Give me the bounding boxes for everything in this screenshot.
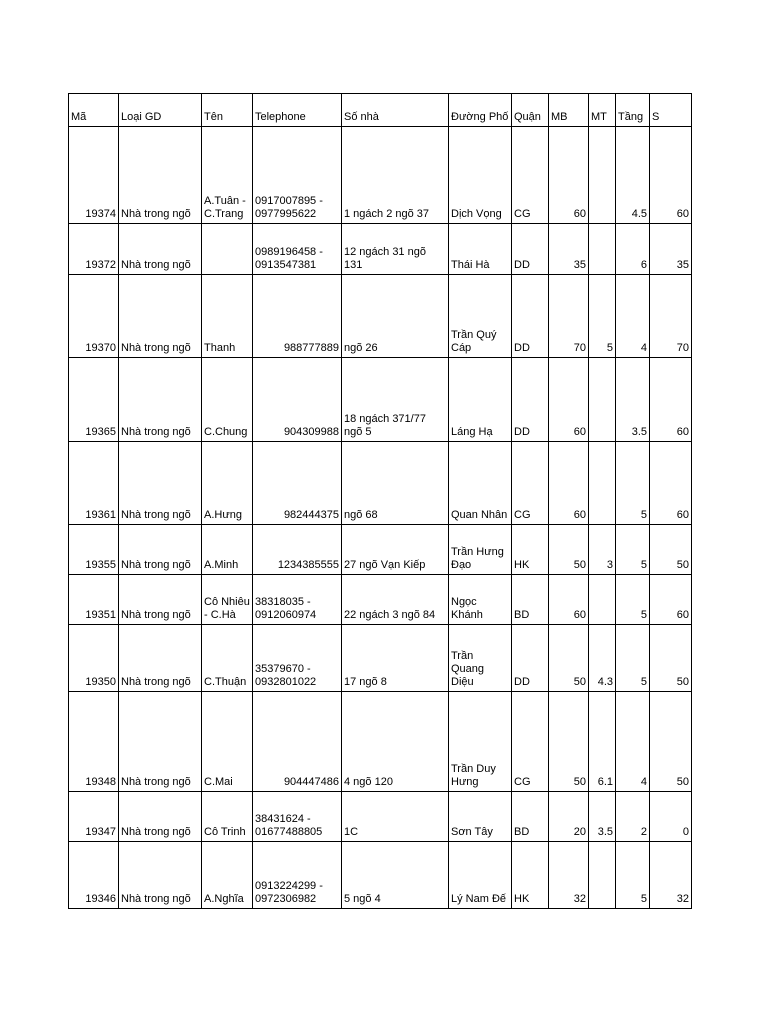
cell-so-nha: 12 ngách 31 ngõ 131	[342, 224, 449, 275]
cell-mt	[589, 224, 616, 275]
cell-duong-pho: Lý Nam Đế	[449, 842, 512, 909]
cell-mt	[589, 127, 616, 224]
cell-s: 50	[650, 525, 692, 575]
cell-quan: CG	[512, 692, 549, 792]
cell-tang: 6	[616, 224, 650, 275]
cell-so-nha: 27 ngõ Vạn Kiếp	[342, 525, 449, 575]
cell-mt: 5	[589, 275, 616, 358]
table-row	[69, 525, 692, 575]
table-row	[69, 792, 692, 842]
cell-mt	[589, 358, 616, 442]
cell-tang: 5	[616, 575, 650, 625]
cell-ma: 19355	[69, 525, 119, 575]
cell-ma: 19365	[69, 358, 119, 442]
cell-ma: 19372	[69, 224, 119, 275]
property-listing-table	[68, 93, 692, 909]
cell-so-nha: ngõ 26	[342, 275, 449, 358]
cell-duong-pho: Thái Hà	[449, 224, 512, 275]
cell-quan: CG	[512, 442, 549, 525]
cell-s: 32	[650, 842, 692, 909]
header-mb: MB	[549, 94, 589, 127]
cell-so-nha: ngõ 68	[342, 442, 449, 525]
header-so-nha: Số nhà	[342, 94, 449, 127]
cell-loai-gd: Nhà trong ngõ	[119, 525, 202, 575]
cell-telephone: 904309988	[253, 358, 342, 442]
cell-so-nha: 17 ngõ 8	[342, 625, 449, 692]
cell-mb: 60	[549, 127, 589, 224]
cell-mb: 35	[549, 224, 589, 275]
cell-duong-pho: Ngọc Khánh	[449, 575, 512, 625]
cell-tang: 5	[616, 442, 650, 525]
table-row	[69, 275, 692, 358]
cell-quan: HK	[512, 842, 549, 909]
cell-tang: 4	[616, 692, 650, 792]
cell-quan: DD	[512, 224, 549, 275]
cell-tang: 5	[616, 525, 650, 575]
cell-ma: 19346	[69, 842, 119, 909]
cell-loai-gd: Nhà trong ngõ	[119, 792, 202, 842]
cell-ten: Cô Nhiêu - C.Hà	[202, 575, 253, 625]
cell-mt: 3	[589, 525, 616, 575]
cell-mb: 50	[549, 625, 589, 692]
cell-ma: 19370	[69, 275, 119, 358]
cell-duong-pho: Trần Hưng Đạo	[449, 525, 512, 575]
cell-loai-gd: Nhà trong ngõ	[119, 692, 202, 792]
cell-duong-pho: Láng Hạ	[449, 358, 512, 442]
cell-ten	[202, 224, 253, 275]
cell-mt	[589, 842, 616, 909]
cell-ma: 19348	[69, 692, 119, 792]
cell-ten: C.Chung	[202, 358, 253, 442]
cell-tang: 3.5	[616, 358, 650, 442]
cell-mt: 6.1	[589, 692, 616, 792]
table-row	[69, 842, 692, 909]
cell-telephone: 0989196458 - 0913547381	[253, 224, 342, 275]
cell-mb: 50	[549, 525, 589, 575]
cell-ten: C.Thuận	[202, 625, 253, 692]
cell-duong-pho: Dịch Vọng	[449, 127, 512, 224]
table-row	[69, 224, 692, 275]
cell-mb: 70	[549, 275, 589, 358]
header-duong-pho: Đường Phố	[449, 94, 512, 127]
cell-s: 60	[650, 358, 692, 442]
cell-s: 70	[650, 275, 692, 358]
header-mt: MT	[589, 94, 616, 127]
cell-s: 0	[650, 792, 692, 842]
cell-ten: A.Tuân - C.Trang	[202, 127, 253, 224]
cell-loai-gd: Nhà trong ngõ	[119, 358, 202, 442]
cell-s: 35	[650, 224, 692, 275]
header-row	[69, 94, 692, 127]
cell-ma: 19347	[69, 792, 119, 842]
cell-tang: 5	[616, 842, 650, 909]
cell-ten: A.Minh	[202, 525, 253, 575]
cell-telephone: 904447486	[253, 692, 342, 792]
cell-mb: 60	[549, 442, 589, 525]
table-row	[69, 625, 692, 692]
cell-so-nha: 1C	[342, 792, 449, 842]
header-ma: Mã	[69, 94, 119, 127]
cell-telephone: 0913224299 - 0972306982	[253, 842, 342, 909]
header-ten: Tên	[202, 94, 253, 127]
header-telephone: Telephone	[253, 94, 342, 127]
cell-telephone: 982444375	[253, 442, 342, 525]
cell-quan: BD	[512, 792, 549, 842]
table-row	[69, 692, 692, 792]
cell-loai-gd: Nhà trong ngõ	[119, 842, 202, 909]
cell-ten: A.Hưng	[202, 442, 253, 525]
cell-so-nha: 18 ngách 371/77 ngõ 5	[342, 358, 449, 442]
table-row	[69, 575, 692, 625]
cell-telephone: 38318035 - 0912060974	[253, 575, 342, 625]
cell-loai-gd: Nhà trong ngõ	[119, 575, 202, 625]
cell-duong-pho: Trần Duy Hưng	[449, 692, 512, 792]
cell-tang: 4	[616, 275, 650, 358]
cell-duong-pho: Trần Quý Cáp	[449, 275, 512, 358]
cell-mb: 60	[549, 358, 589, 442]
cell-ten: A.Nghĩa	[202, 842, 253, 909]
table-row	[69, 358, 692, 442]
cell-s: 60	[650, 127, 692, 224]
cell-s: 50	[650, 692, 692, 792]
cell-loai-gd: Nhà trong ngõ	[119, 275, 202, 358]
cell-ten: Cô Trinh	[202, 792, 253, 842]
cell-s: 60	[650, 575, 692, 625]
cell-tang: 2	[616, 792, 650, 842]
cell-telephone: 38431624 - 01677488805	[253, 792, 342, 842]
header-s: S	[650, 94, 692, 127]
cell-s: 50	[650, 625, 692, 692]
cell-ma: 19351	[69, 575, 119, 625]
cell-mb: 60	[549, 575, 589, 625]
cell-telephone: 35379670 - 0932801022	[253, 625, 342, 692]
cell-quan: DD	[512, 358, 549, 442]
cell-quan: DD	[512, 275, 549, 358]
cell-telephone: 0917007895 - 0977995622	[253, 127, 342, 224]
cell-loai-gd: Nhà trong ngõ	[119, 224, 202, 275]
cell-quan: CG	[512, 127, 549, 224]
header-loai-gd: Loại GD	[119, 94, 202, 127]
cell-so-nha: 1 ngách 2 ngõ 37	[342, 127, 449, 224]
cell-quan: HK	[512, 525, 549, 575]
header-tang: Tầng	[616, 94, 650, 127]
cell-tang: 5	[616, 625, 650, 692]
cell-quan: BD	[512, 575, 549, 625]
cell-duong-pho: Sơn Tây	[449, 792, 512, 842]
cell-mt: 3.5	[589, 792, 616, 842]
cell-mt: 4.3	[589, 625, 616, 692]
cell-ma: 19361	[69, 442, 119, 525]
cell-telephone: 988777889	[253, 275, 342, 358]
cell-mt	[589, 575, 616, 625]
cell-duong-pho: Quan Nhân	[449, 442, 512, 525]
cell-s: 60	[650, 442, 692, 525]
cell-ma: 19374	[69, 127, 119, 224]
cell-quan: DD	[512, 625, 549, 692]
cell-telephone: 1234385555	[253, 525, 342, 575]
cell-loai-gd: Nhà trong ngõ	[119, 625, 202, 692]
cell-so-nha: 5 ngõ 4	[342, 842, 449, 909]
header-quan: Quận	[512, 94, 549, 127]
table-row	[69, 127, 692, 224]
cell-loai-gd: Nhà trong ngõ	[119, 127, 202, 224]
cell-tang: 4.5	[616, 127, 650, 224]
cell-mb: 32	[549, 842, 589, 909]
cell-mb: 50	[549, 692, 589, 792]
cell-so-nha: 22 ngách 3 ngõ 84	[342, 575, 449, 625]
table-row	[69, 442, 692, 525]
cell-duong-pho: Trần Quang Diệu	[449, 625, 512, 692]
cell-ten: Thanh	[202, 275, 253, 358]
cell-so-nha: 4 ngõ 120	[342, 692, 449, 792]
cell-ten: C.Mai	[202, 692, 253, 792]
cell-ma: 19350	[69, 625, 119, 692]
cell-mt	[589, 442, 616, 525]
cell-loai-gd: Nhà trong ngõ	[119, 442, 202, 525]
cell-mb: 20	[549, 792, 589, 842]
